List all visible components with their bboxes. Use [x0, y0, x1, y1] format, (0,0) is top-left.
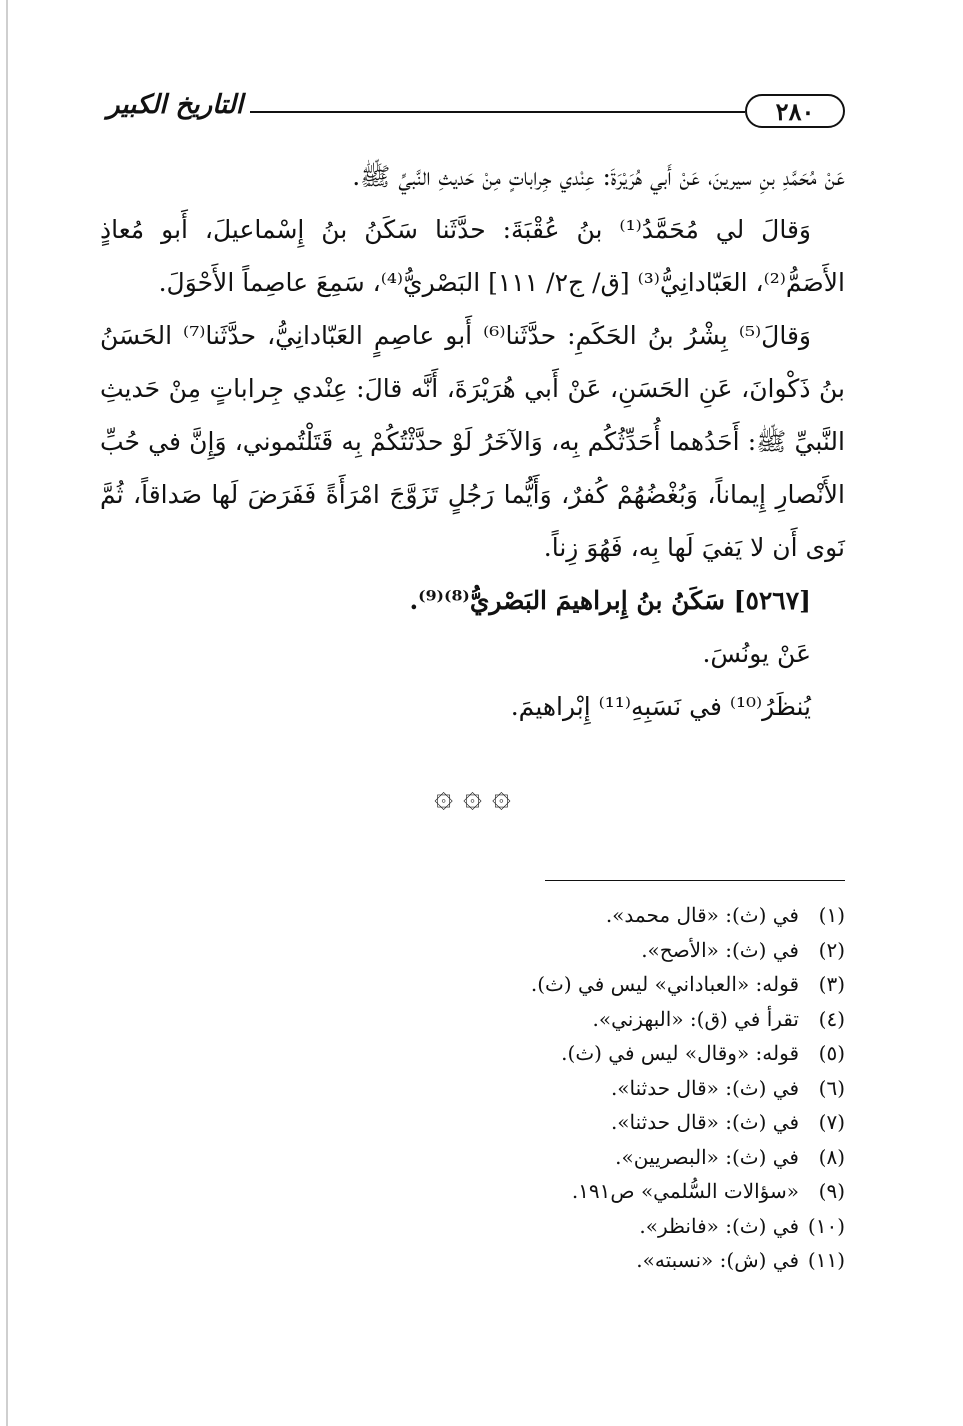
footnote-text: «سؤالات السُّلمي» ص١٩١. [571, 1179, 799, 1203]
footnote-number: (٨) [818, 1144, 845, 1169]
footnote-number: (٩) [818, 1179, 845, 1203]
footnote-text: قوله: «وقال» ليس في (ث). [561, 1041, 799, 1065]
footnote [100, 1036, 845, 1071]
footnote [100, 933, 845, 968]
footnote [100, 1105, 845, 1140]
footnote-text: تقرأ في (ق): «البهزني». [592, 1006, 799, 1031]
footnote-number: (١) [818, 903, 845, 927]
footnote-number: (٤) [818, 1006, 845, 1031]
entry-line-1: عَنْ يونُسَ. [702, 639, 811, 668]
footnote-number: (٣) [818, 972, 845, 996]
footnote-text: في (ث): «قال حدثنا». [610, 1110, 799, 1134]
footnote-rule [545, 880, 845, 881]
entry-heading: [٥٢٦٧] سَكَنُ بنُ إِبراهيمَ البَصْريُّ⁽⁸⁾⁽⁹⁾. [409, 586, 811, 615]
page-number: ٢٨٠ [745, 94, 845, 128]
footnote [100, 898, 845, 933]
footnote-text: في (ش): «نسبته». [636, 1248, 799, 1272]
footnote [100, 1071, 845, 1106]
footnote-text: في (ث): «البصريين». [615, 1144, 799, 1169]
paragraph-3: وَقالَ⁽⁵⁾ بِشْرُ بنُ الحَكَمِ: حدَّثَنا⁽⁶⁾ أَبو عاصِمٍ العَبّادانِيُّ، حدَّثَنا⁽⁷⁾ الحَسَنُ بنُ ذَكْوانَ، عَنِ الحَسَنِ، عَنْ أَبي هُرَيْرَةَ، أَنَّه قالَ: عِنْدي جِراباتٍ مِنْ حَديثِ النَّبيِّ ﷺ: أَحَدُهما أُحَدِّثُكُم بِه، وَالآخَرُ لَوْ حدَّثْتُكُمْ بِه قَتَلْتُموني، وَإِنَّ في حُبِّ الأَنْصارِ إِيماناً، وَبُغْضُهُمْ كُفرٌ، وَأَيُّما رَجُلٍ تَزَوَّجَ امْرَأَةً فَفَرَضَ لَها صَداقاً، ثُمَّ نَوى أَن لا يَفيَ لَها بِه، فَهُوَ زِناً. [100, 321, 845, 562]
footnote-text: في (ث): «قال حدثنا». [610, 1075, 799, 1100]
footnote-number: (٧) [818, 1110, 845, 1134]
footnote-number: (٥) [818, 1041, 845, 1065]
section-ornaments: ۞ ۞ ۞ [434, 776, 511, 814]
paragraph-2: وَقالَ لي مُحَمَّدُ⁽¹⁾ بنُ عُقْبَةَ: حدَّثَنا سَكَنُ بنُ إِسْماعيلَ، أَبو مُعاذٍ الأَصَمُّ⁽²⁾، العَبّادانِيُّ⁽³⁾ [ق/ ج٢/ ١١١] البَصْريُّ⁽⁴⁾، سَمِعَ عاصِماً الأَحْوَلَ. [100, 215, 845, 297]
book-title: التاريخ الكبير [106, 90, 244, 120]
footnote [100, 1209, 845, 1244]
header-rule [250, 111, 745, 113]
main-text [100, 150, 845, 733]
footnote-text: في (ث): «فانظر». [639, 1213, 799, 1238]
footnote-number: (١١) [807, 1248, 845, 1272]
paragraph-1: عَنْ مُحَمَّدِ بنِ سيرينَ، عَنْ أَبي هُرَيْرَةَ: عِنْدي جِراباتٍ مِنْ حَديثِ النَّبيِّ ﷺ. [352, 162, 845, 191]
page-header [100, 92, 845, 132]
footnote [100, 967, 845, 1002]
footnote-text: في (ث): «قال محمد». [605, 903, 799, 927]
footnotes [100, 898, 845, 1278]
footnote [100, 1140, 845, 1175]
entry-line-2: يُنظَرُ⁽¹⁰⁾ في نَسَبِهِ⁽¹¹⁾ إِبْراهيمَ. [510, 692, 811, 721]
footnote [100, 1174, 845, 1209]
footnote-text: قوله: «العباداني» ليس في (ث). [530, 972, 799, 996]
footnote [100, 1002, 845, 1037]
footnote-number: (١٠) [807, 1213, 845, 1238]
footnote-number: (٦) [818, 1075, 845, 1100]
footnote-text: في (ث): «الأصح». [641, 937, 799, 962]
footnote [100, 1243, 845, 1278]
footnote-number: (٢) [818, 937, 845, 962]
page-edge-line [6, 0, 8, 1426]
book-page [100, 0, 845, 1426]
